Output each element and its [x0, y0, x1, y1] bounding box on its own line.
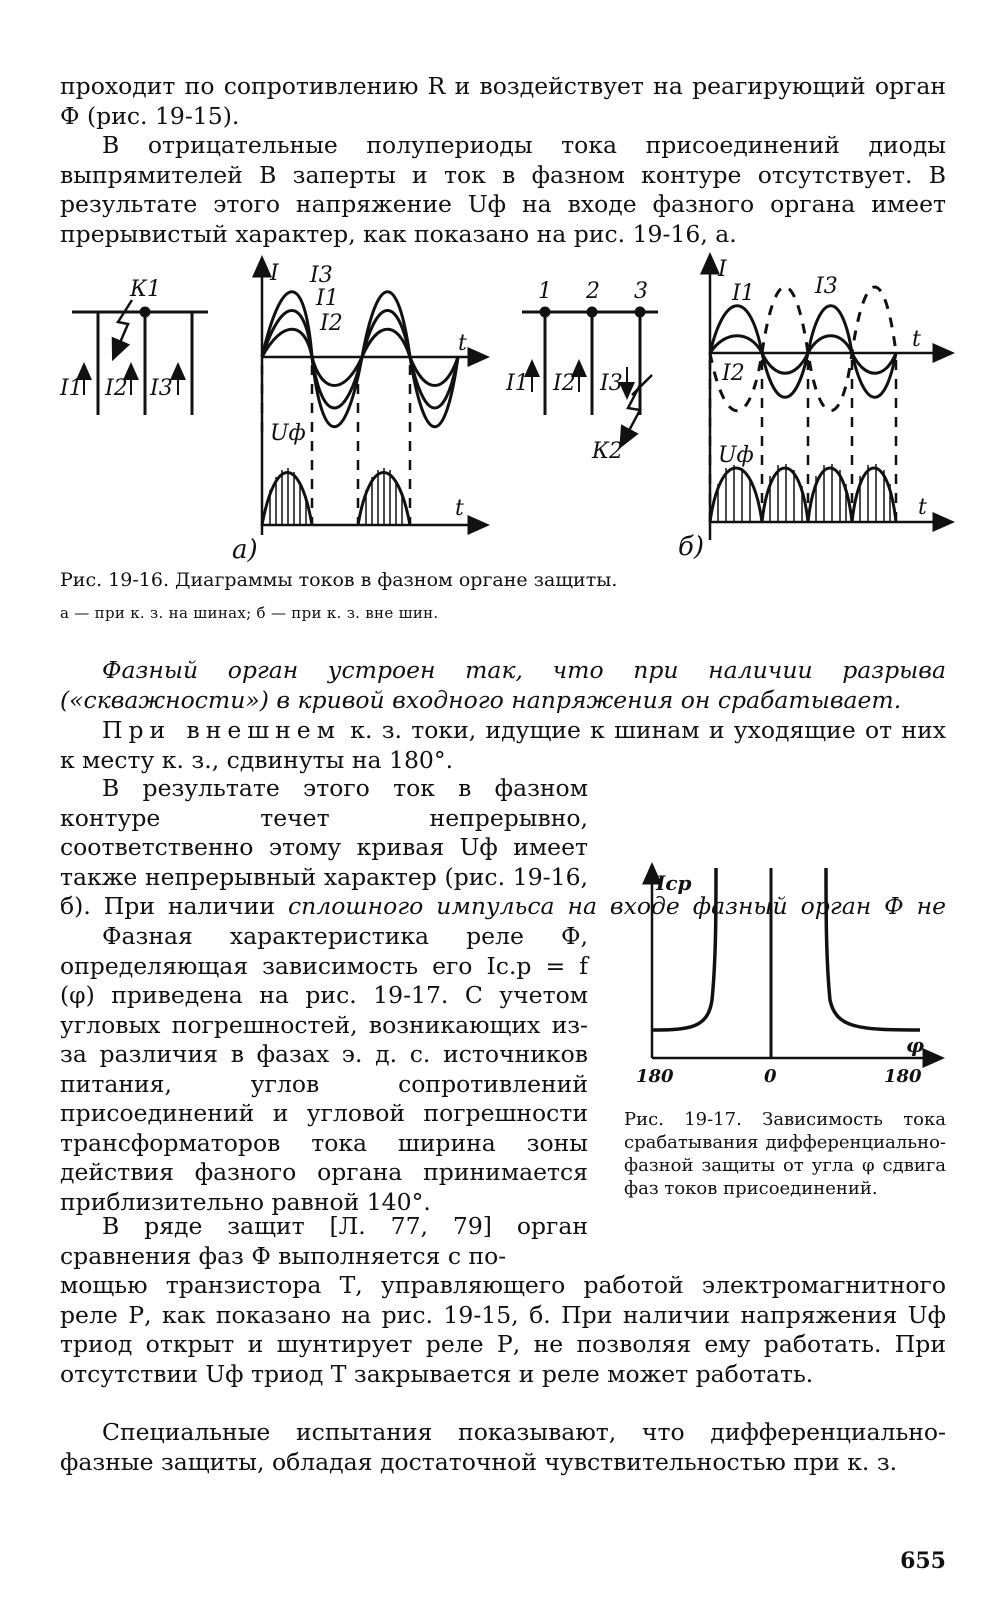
paragraph-4-rest: к. з. токи, идущие к шинам и уходящие от них к месту к. з., сдвинуты на 180°.	[60, 716, 946, 774]
curve-label-i3-b: I3	[815, 274, 838, 299]
fault-label-k1: К1	[130, 277, 162, 302]
paragraph-5-italic: сплошного импульса на входе фазный орган Ф не	[287, 892, 946, 920]
node-number-1: 1	[538, 279, 552, 304]
axis-u-label-a: Uф	[270, 421, 306, 446]
subfigure-label-a: а)	[232, 535, 258, 565]
figure-19-17-caption: Рис. 19-17. Зависимость тока срабатывания дифференциально-фазной защиты от угла φ сдвига фаз токов присоединений.	[624, 1109, 946, 1199]
curve-label-i2-a: I2	[320, 311, 343, 336]
paragraph-1: проходит по сопротивлению R и воздействует на реагирующий орган Ф (рис. 19-15).	[60, 72, 946, 130]
y-axis-label: Iср	[656, 871, 692, 895]
branch-current-2: I2	[105, 376, 128, 401]
paragraph-7b: мощью транзистора Т, управляющего работой электромагнитного реле Р, как показано на рис. 19-15, б. При наличии напряжения Uф триод открыт и шунтирует реле Р, не позволяя ему работать. При отсутствии Uф триод Т закрывается и реле может работать.	[60, 1271, 946, 1388]
paragraph-6: Фазная характеристика реле Ф, определяющая зависимость его Iс.р = f (φ) приведена на рис. 19-17. С учетом угловых погрешностей, возникающих из-за различия в фазах э. д. с. источников питания, углов сопротивлений присоединений и угловой погрешности трансформаторов тока ширина зоны действия фазного органа принимается приблизительно равной 140°.	[60, 922, 588, 1216]
axis-t-label-a2: t	[455, 496, 464, 521]
node-number-2: 2	[586, 279, 600, 304]
paragraph-2: В отрицательные полупериоды тока присоединений диоды выпрямителей В заперты и ток в фазном контуре отсутствует. В результате этого напряжение Uф на входе фазного органа имеет прерывистый характер, как показано на рис. 19-16, а.	[60, 131, 946, 248]
figure-19-16-note: а — при к. з. на шинах; б — при к. з. вне шин.	[60, 604, 439, 622]
paragraph-3: Фазный орган устроен так, что при наличии разрыва («скважности») в кривой входного напряжения он срабатывает.	[60, 656, 946, 714]
curve-label-i3-a: I3	[310, 263, 333, 288]
curve-label-i1-b: I1	[732, 281, 755, 306]
subfigure-label-b: б)	[678, 532, 705, 562]
axis-i-label-a: I	[270, 261, 279, 286]
paragraph-5-main: В результате этого ток в фазном контуре течет непрерывно, соответственно этому кривая Uф имеет также непрерывный характер (рис. 19-16, б). При наличии	[60, 774, 588, 920]
page-number: 655	[900, 1548, 946, 1574]
curve-label-i1-a: I1	[316, 286, 339, 311]
paragraph-8: Специальные испытания показывают, что дифференциально-фазные защиты, обладая достаточной чувствительностью при к. з.	[60, 1418, 946, 1476]
tick-label-left: 180	[636, 1066, 674, 1087]
tick-label-center: 0	[764, 1066, 777, 1087]
axis-i-label-b: I	[718, 257, 727, 282]
axis-t-label-b1: t	[912, 327, 921, 352]
branch-current-3: I3	[150, 376, 173, 401]
branch-current-1: I1	[60, 376, 83, 401]
curve-label-i2-b: I2	[722, 361, 745, 386]
axis-t-label-b2: t	[918, 495, 927, 520]
axis-t-label-a1: t	[458, 331, 467, 356]
figure-19-16-caption: Рис. 19-16. Диаграммы токов в фазном органе защиты.	[60, 569, 618, 591]
node-number-3: 3	[634, 279, 648, 304]
tick-label-right: 180	[884, 1066, 922, 1087]
branch-current-1-b: I1	[506, 371, 529, 396]
paragraph-7a: В ряде защит [Л. 77, 79] орган сравнения фаз Ф выполняется с по-	[60, 1212, 588, 1270]
branch-current-2-b: I2	[553, 371, 576, 396]
axis-u-label-b: Uф	[718, 443, 754, 468]
fault-label-k2: К2	[592, 439, 624, 464]
x-axis-label: φ	[906, 1033, 925, 1057]
branch-current-3-b: I3	[600, 371, 623, 396]
spaced-emphasis: При внешнем	[102, 716, 341, 744]
